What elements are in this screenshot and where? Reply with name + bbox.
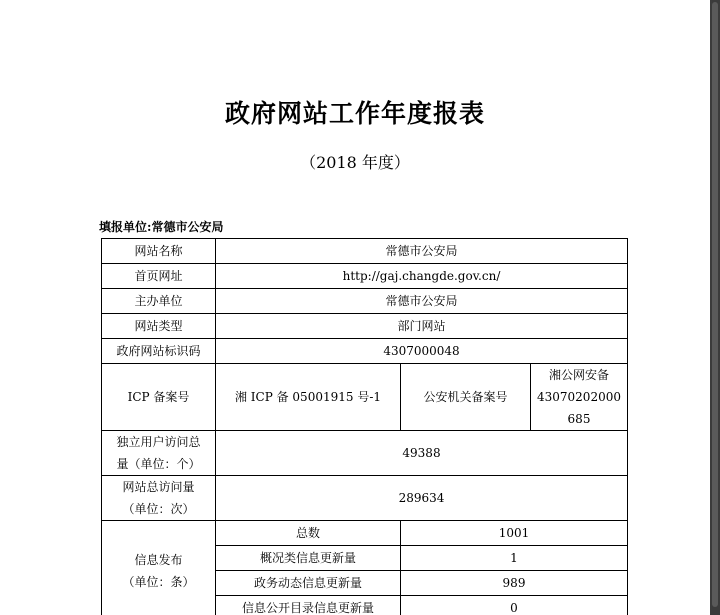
reporting-unit-label: 填报单位: bbox=[99, 220, 152, 234]
scrollbar-thumb[interactable] bbox=[712, 2, 718, 607]
table-row bbox=[102, 264, 628, 289]
homepage-url-value: http://gaj.changde.gov.cn/ bbox=[216, 264, 628, 289]
site-type-label: 网站类型 bbox=[102, 314, 216, 339]
table-row bbox=[102, 521, 628, 546]
info-publish-label-line: 信息发布 bbox=[134, 552, 183, 567]
total-visits-label-line: 网站总访问量 bbox=[122, 480, 195, 494]
info-catalog-label: 信息公开目录信息更新量 bbox=[216, 596, 401, 615]
info-catalog-value: 0 bbox=[401, 596, 628, 615]
table-row bbox=[102, 476, 628, 521]
police-record-value bbox=[531, 364, 628, 431]
police-record-label: 公安机关备案号 bbox=[401, 364, 531, 431]
icp-label: ICP 备案号 bbox=[102, 364, 216, 431]
site-name-value: 常德市公安局 bbox=[216, 239, 628, 264]
icp-value: 湘 ICP 备 05001915 号-1 bbox=[216, 364, 401, 431]
report-table bbox=[101, 238, 628, 615]
total-visits-label bbox=[102, 476, 216, 521]
document-subtitle: （2018 年度） bbox=[300, 153, 410, 172]
info-news-label: 政务动态信息更新量 bbox=[216, 571, 401, 596]
unique-visitors-label-line: 量（单位：个） bbox=[116, 457, 201, 471]
unique-visitors-label bbox=[102, 431, 216, 476]
info-overview-label: 概况类信息更新量 bbox=[216, 546, 401, 571]
site-id-code-value: 4307000048 bbox=[216, 339, 628, 364]
reporting-unit-value: 常德市公安局 bbox=[151, 220, 224, 234]
reporting-unit bbox=[99, 218, 223, 235]
table-row bbox=[102, 314, 628, 339]
table-row bbox=[102, 364, 628, 431]
site-type-value: 部门网站 bbox=[216, 314, 628, 339]
site-name-label: 网站名称 bbox=[102, 239, 216, 264]
document-title: 政府网站工作年度报表 bbox=[224, 99, 485, 128]
homepage-url-label: 首页网址 bbox=[102, 264, 216, 289]
police-record-value-line: 685 bbox=[567, 412, 591, 426]
table-row bbox=[102, 431, 628, 476]
unique-visitors-label-line: 独立用户访问总 bbox=[116, 435, 201, 449]
sponsor-label: 主办单位 bbox=[102, 289, 216, 314]
total-visits-label-line: （单位：次） bbox=[122, 502, 195, 516]
site-id-code-label: 政府网站标识码 bbox=[102, 339, 216, 364]
table-row bbox=[102, 339, 628, 364]
unique-visitors-value: 49388 bbox=[216, 431, 628, 476]
info-total-value: 1001 bbox=[401, 521, 628, 546]
table-row bbox=[102, 239, 628, 264]
info-news-value: 989 bbox=[401, 571, 628, 596]
info-total-label: 总数 bbox=[216, 521, 401, 546]
scrollbar[interactable] bbox=[710, 0, 720, 615]
info-publish-label-line: （单位：条） bbox=[122, 574, 195, 589]
table-row bbox=[102, 289, 628, 314]
total-visits-value: 289634 bbox=[216, 476, 628, 521]
info-overview-value: 1 bbox=[401, 546, 628, 571]
police-record-value-line: 43070202000 bbox=[537, 390, 621, 404]
sponsor-value: 常德市公安局 bbox=[216, 289, 628, 314]
police-record-value-line: 湘公网安备 bbox=[548, 368, 609, 382]
info-publish-label bbox=[102, 521, 216, 615]
